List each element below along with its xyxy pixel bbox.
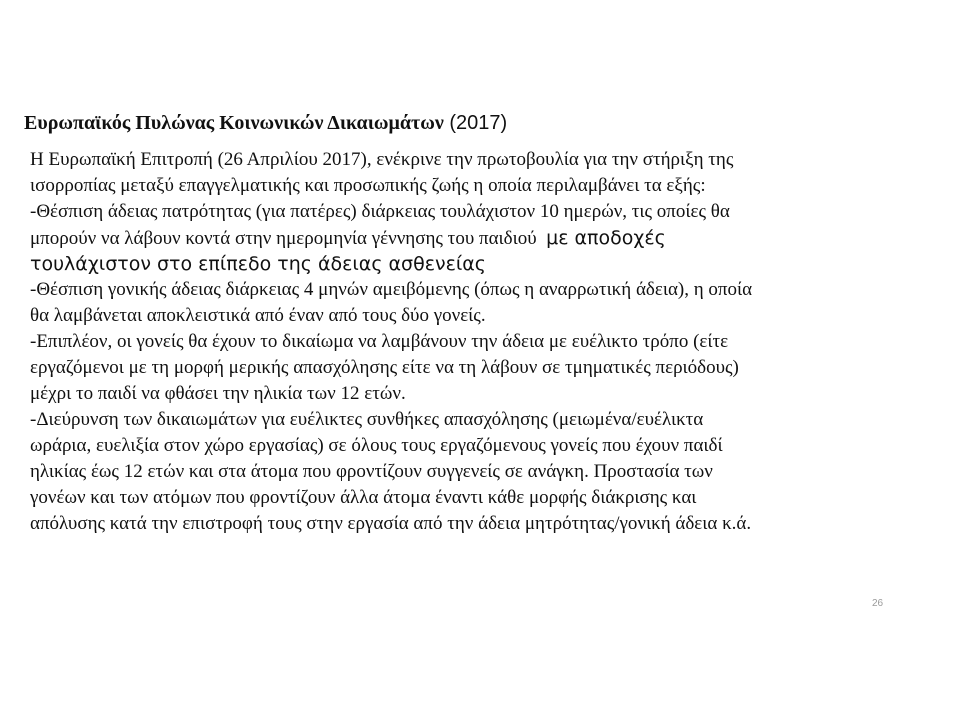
body-line-highlight: με αποδοχές [546,227,666,249]
body-line: μέχρι το παιδί να φθάσει την ηλικία των 12 ετών. [30,383,406,404]
body-line-text: μπορούν να λάβουν κοντά στην ημερομηνία γέννησης του παιδιού [30,228,537,249]
slide-title-year: (2017) [443,112,508,134]
slide-body [30,147,950,537]
page-number: 26 [872,598,884,609]
body-line [30,225,950,251]
slide-title [24,110,507,136]
body-line: -Θέσπιση γονικής άδειας διάρκειας 4 μηνών αμειβόμενης (όπως η αναρρωτική άδεια), η οποία [30,279,753,300]
body-line: ισορροπίας μεταξύ επαγγελματικής και προσωπικής ζωής η οποία περιλαμβάνει τα εξής: [30,175,706,196]
body-line: ηλικίας έως 12 ετών και στα άτομα που φροντίζουν συγγενείς σε ανάγκη. Προστασία των [30,461,713,482]
body-line: -Επιπλέον, οι γονείς θα έχουν το δικαίωμα να λαμβάνουν την άδεια με ευέλικτο τρόπο (είτε [30,331,729,352]
body-line: -Θέσπιση άδειας πατρότητας (για πατέρες) διάρκειας τουλάχιστον 10 ημερών, τις οποίες θα [30,201,730,222]
slide-title-text: Ευρωπαϊκός Πυλώνας Κοινωνικών Δικαιωμάτων [24,112,444,134]
body-line: θα λαμβάνεται αποκλειστικά από έναν από τους δύο γονείς. [30,305,486,326]
body-line: εργαζόμενοι με τη μορφή μερικής απασχόλησης είτε να τη λάβουν σε τμηματικές περιόδους) [30,357,739,378]
body-line: απόλυσης κατά την επιστροφή τους στην εργασία από την άδεια μητρότητας/γονική άδεια κ.ά. [30,513,752,534]
body-line: τουλάχιστον στο επίπεδο της άδειας ασθενείας [30,253,486,275]
body-line: ωράρια, ευελιξία στον χώρο εργασίας) σε όλους τους εργαζόμενους γονείς που έχουν παιδί [30,435,723,456]
body-line: γονέων και των ατόμων που φροντίζουν άλλα άτομα έναντι κάθε μορφής διάκρισης και [30,487,697,508]
body-line: Η Ευρωπαϊκή Επιτροπή (26 Απριλίου 2017), ενέκρινε την πρωτοβουλία για την στήριξη της [30,149,734,170]
body-line: -Διεύρυνση των δικαιωμάτων για ευέλικτες συνθήκες απασχόλησης (μειωμένα/ευέλικτα [30,409,704,430]
